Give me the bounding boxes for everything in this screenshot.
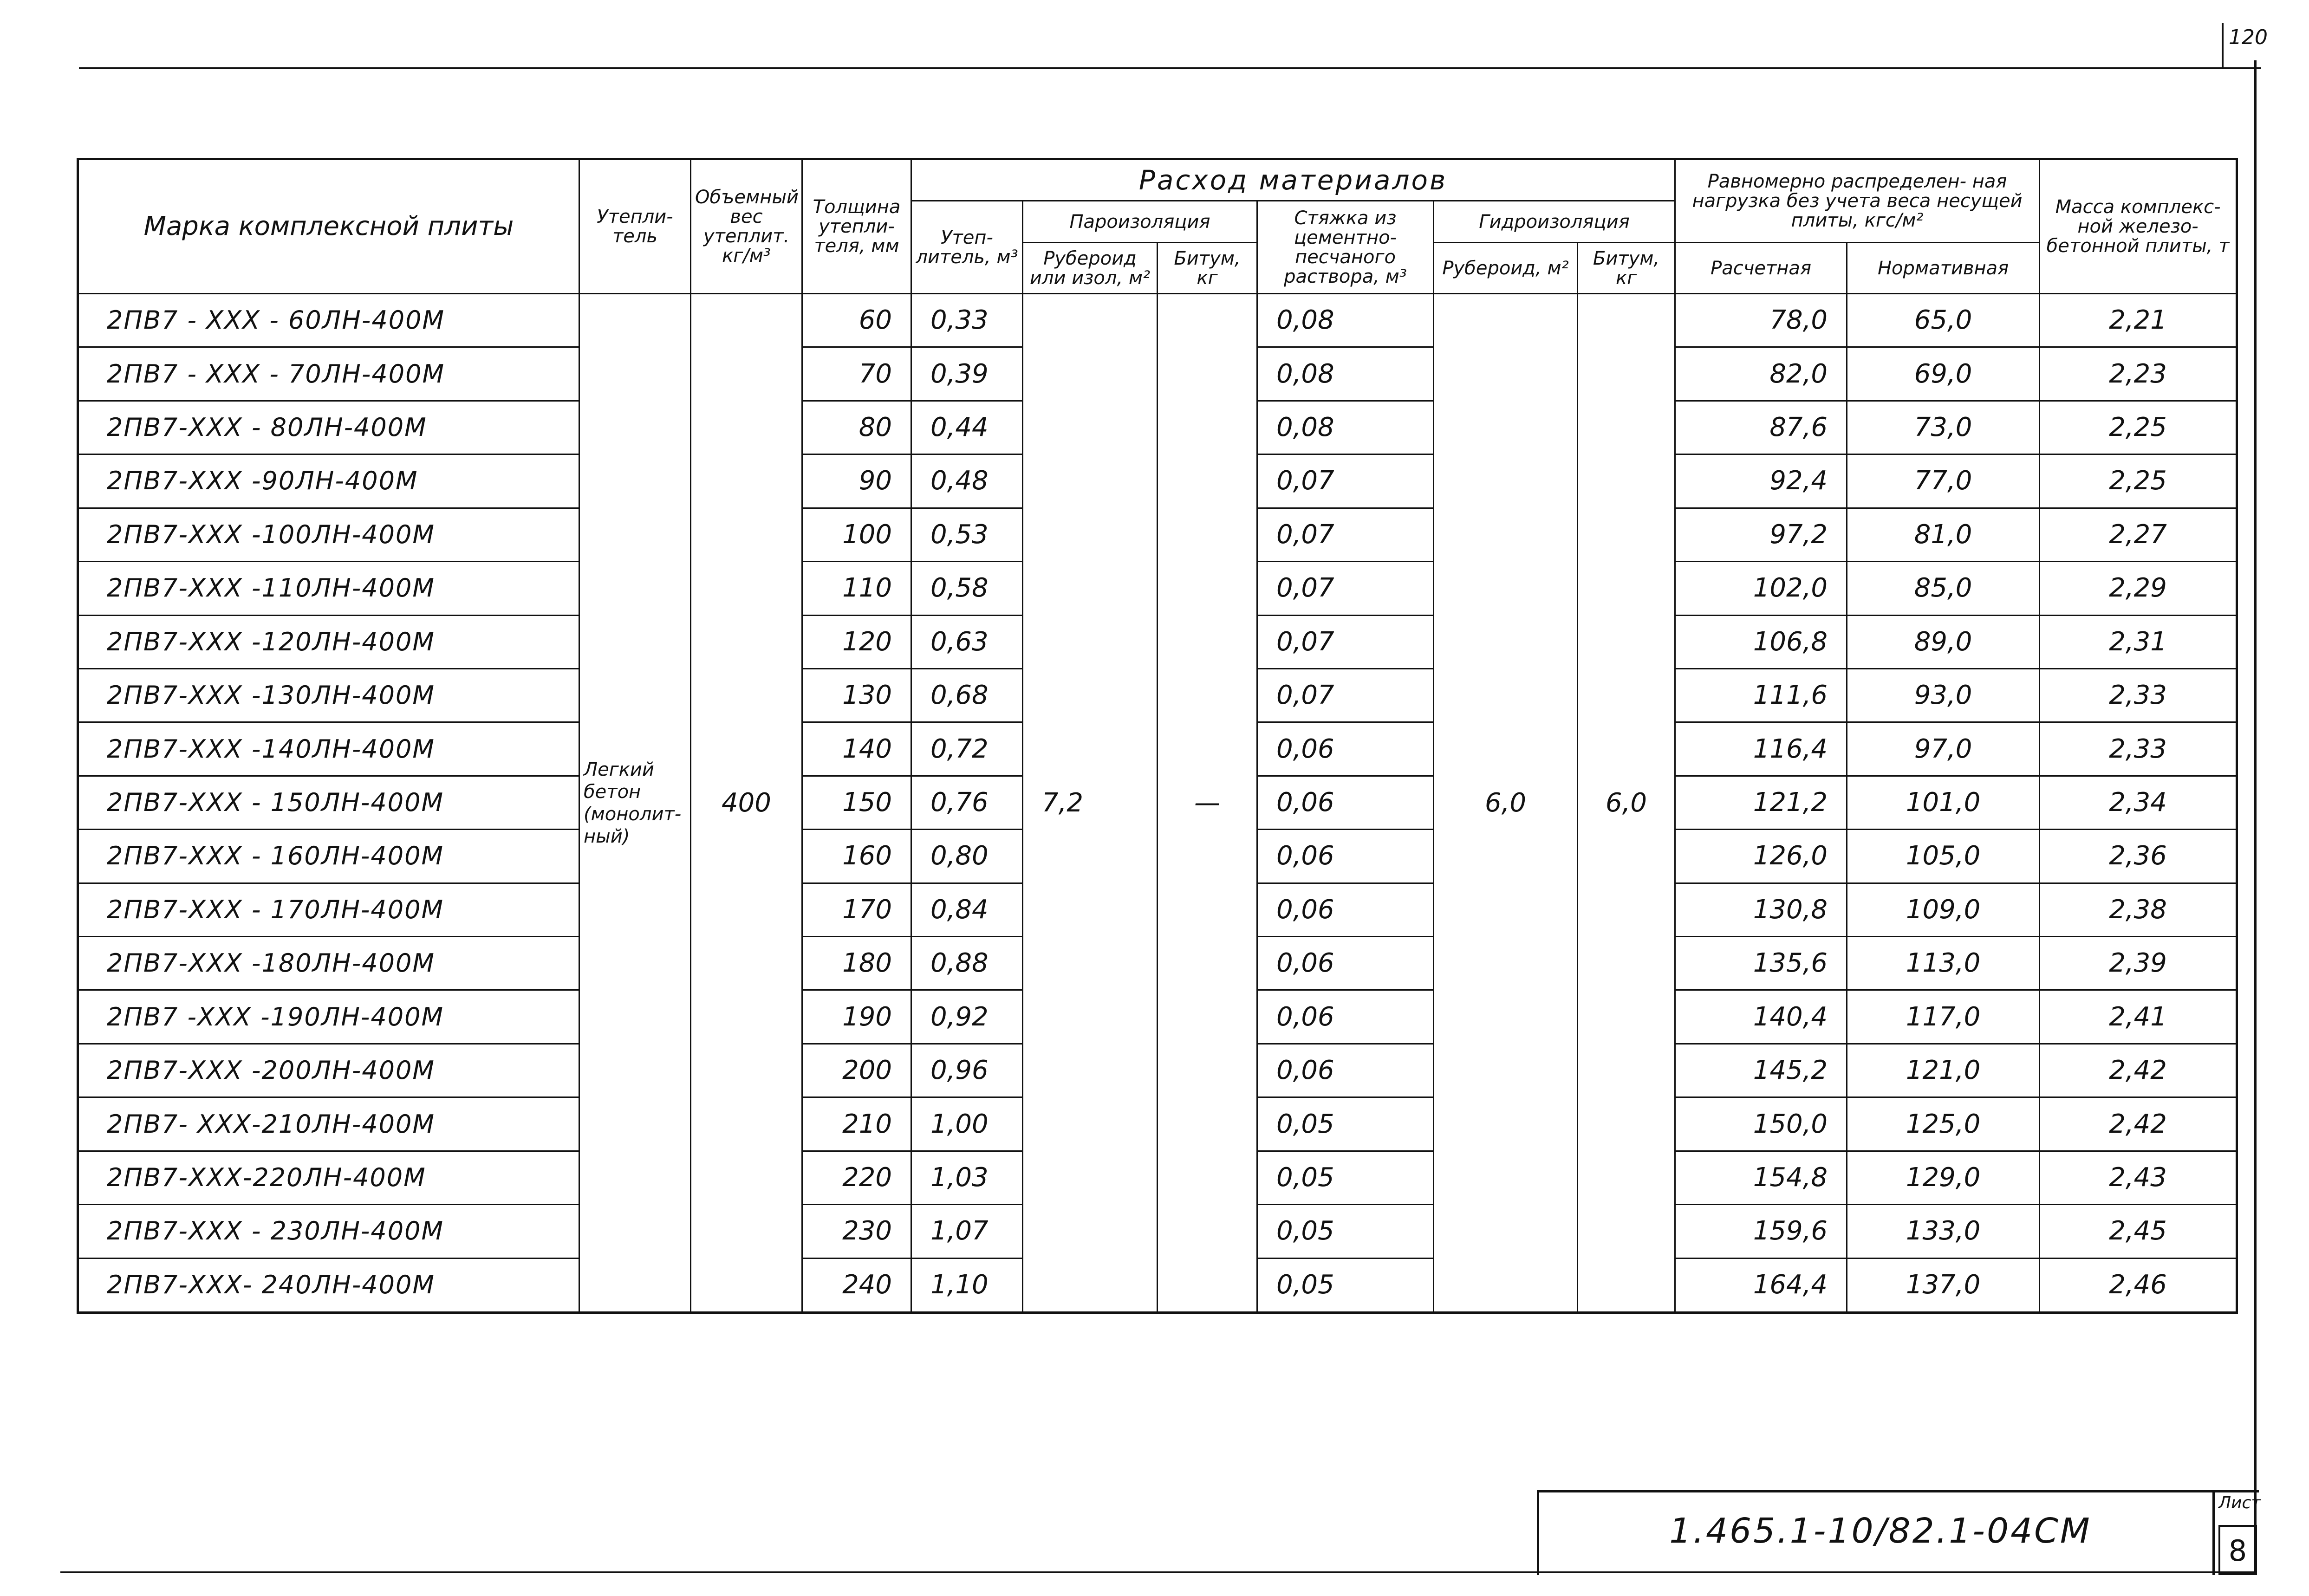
raschetnaya-cell: 82,0 xyxy=(1675,347,1847,401)
styazhka-cell: 0,08 xyxy=(1257,294,1434,347)
massa-cell: 2,42 xyxy=(2040,1044,2237,1097)
tolshchina-cell: 140 xyxy=(802,722,911,776)
ob-ves-cell: 400 xyxy=(691,294,802,1313)
raschetnaya-cell: 164,4 xyxy=(1675,1258,1847,1312)
tolshchina-cell: 220 xyxy=(802,1151,911,1204)
normativnaya-cell: 93,0 xyxy=(1847,668,2040,722)
uteplitel-volume-cell: 0,68 xyxy=(911,668,1023,722)
header-marka: Марка комплексной плиты xyxy=(78,159,579,294)
table-body xyxy=(78,294,2237,1313)
raschetnaya-cell: 140,4 xyxy=(1675,990,1847,1044)
uteplitel-cell: Легкий бетон (монолит- ный) xyxy=(579,294,691,1313)
uteplitel-volume-cell: 0,80 xyxy=(911,830,1023,883)
uteplitel-volume-cell: 0,58 xyxy=(911,562,1023,615)
raschetnaya-cell: 130,8 xyxy=(1675,883,1847,936)
uteplitel-volume-cell: 0,44 xyxy=(911,401,1023,454)
marka-cell: 2ПВ7-ХХХ -130ЛН-400М xyxy=(78,668,579,722)
tolshchina-cell: 70 xyxy=(802,347,911,401)
styazhka-cell: 0,05 xyxy=(1257,1258,1434,1312)
uteplitel-volume-cell: 0,96 xyxy=(911,1044,1023,1097)
uteplitel-volume-cell: 1,03 xyxy=(911,1151,1023,1204)
uteplitel-volume-cell: 0,48 xyxy=(911,454,1023,508)
gidro-bitum-cell: 6,0 xyxy=(1578,294,1675,1313)
tolshchina-cell: 120 xyxy=(802,615,911,668)
paroizol-bitum-cell: — xyxy=(1158,294,1257,1313)
styazhka-cell: 0,06 xyxy=(1257,990,1434,1044)
raschetnaya-cell: 159,6 xyxy=(1675,1205,1847,1258)
massa-cell: 2,25 xyxy=(2040,401,2237,454)
marka-cell: 2ПВ7-ХХХ -100ЛН-400М xyxy=(78,508,579,561)
marka-cell: 2ПВ7-ХХХ -90ЛН-400М xyxy=(78,454,579,508)
uteplitel-volume-cell: 1,00 xyxy=(911,1097,1023,1151)
marka-cell: 2ПВ7-ХХХ -180ЛН-400М xyxy=(78,937,579,990)
sheet-box xyxy=(2212,1490,2259,1575)
styazhka-cell: 0,06 xyxy=(1257,776,1434,829)
normativnaya-cell: 73,0 xyxy=(1847,401,2040,454)
header-gidroizol: Гидроизоляция xyxy=(1434,201,1675,243)
massa-cell: 2,23 xyxy=(2040,347,2237,401)
header-raskhod-uteplitel: Утеп- литель, м³ xyxy=(911,201,1023,294)
tolshchina-cell: 230 xyxy=(802,1205,911,1258)
right-frame-line xyxy=(2254,60,2257,1574)
marka-cell: 2ПВ7-ХХХ - 150ЛН-400М xyxy=(78,776,579,829)
marka-cell: 2ПВ7 - ХХХ - 60ЛН-400М xyxy=(78,294,579,347)
massa-cell: 2,38 xyxy=(2040,883,2237,936)
header-styazhka: Стяжка из цементно- песчаного раствора, м³ xyxy=(1257,201,1434,294)
uteplitel-volume-cell: 0,76 xyxy=(911,776,1023,829)
page-num-divider xyxy=(2222,23,2224,67)
uteplitel-volume-cell: 1,07 xyxy=(911,1205,1023,1258)
massa-cell: 2,45 xyxy=(2040,1205,2237,1258)
styazhka-cell: 0,07 xyxy=(1257,615,1434,668)
header-gidro-ruberoid: Рубероид, м² xyxy=(1434,243,1578,294)
marka-cell: 2ПВ7-ХХХ - 160ЛН-400М xyxy=(78,830,579,883)
normativnaya-cell: 133,0 xyxy=(1847,1205,2040,1258)
tolshchina-cell: 130 xyxy=(802,668,911,722)
uteplitel-volume-cell: 0,53 xyxy=(911,508,1023,561)
header-uteplitel: Утепли- тель xyxy=(579,159,691,294)
header-gidro-bitum: Битум, кг xyxy=(1578,243,1675,294)
raschetnaya-cell: 92,4 xyxy=(1675,454,1847,508)
massa-cell: 2,33 xyxy=(2040,722,2237,776)
styazhka-cell: 0,06 xyxy=(1257,830,1434,883)
raschetnaya-cell: 150,0 xyxy=(1675,1097,1847,1151)
normativnaya-cell: 89,0 xyxy=(1847,615,2040,668)
raschetnaya-cell: 111,6 xyxy=(1675,668,1847,722)
tolshchina-cell: 240 xyxy=(802,1258,911,1312)
uteplitel-volume-cell: 0,72 xyxy=(911,722,1023,776)
header-ob-ves: Объемный вес утеплит. кг/м³ xyxy=(691,159,802,294)
tolshchina-cell: 100 xyxy=(802,508,911,561)
styazhka-cell: 0,07 xyxy=(1257,454,1434,508)
uteplitel-volume-cell: 1,10 xyxy=(911,1258,1023,1312)
massa-cell: 2,31 xyxy=(2040,615,2237,668)
tolshchina-cell: 150 xyxy=(802,776,911,829)
normativnaya-cell: 97,0 xyxy=(1847,722,2040,776)
styazhka-cell: 0,06 xyxy=(1257,937,1434,990)
header-massa: Масса комплекс- ной железо- бетонной плиты, т xyxy=(2040,159,2237,294)
normativnaya-cell: 109,0 xyxy=(1847,883,2040,936)
tolshchina-cell: 160 xyxy=(802,830,911,883)
tolshchina-cell: 180 xyxy=(802,937,911,990)
header-tolshchina: Толщина утепли- теля, мм xyxy=(802,159,911,294)
tolshchina-cell: 200 xyxy=(802,1044,911,1097)
marka-cell: 2ПВ7-ХХХ -110ЛН-400М xyxy=(78,562,579,615)
normativnaya-cell: 105,0 xyxy=(1847,830,2040,883)
tolshchina-cell: 170 xyxy=(802,883,911,936)
styazhka-cell: 0,05 xyxy=(1257,1097,1434,1151)
normativnaya-cell: 77,0 xyxy=(1847,454,2040,508)
page-number: 120 xyxy=(2229,26,2268,49)
raschetnaya-cell: 87,6 xyxy=(1675,401,1847,454)
raschetnaya-cell: 135,6 xyxy=(1675,937,1847,990)
normativnaya-cell: 121,0 xyxy=(1847,1044,2040,1097)
styazhka-cell: 0,05 xyxy=(1257,1151,1434,1204)
tolshchina-cell: 190 xyxy=(802,990,911,1044)
marka-cell: 2ПВ7 - ХХХ - 70ЛН-400М xyxy=(78,347,579,401)
styazhka-cell: 0,08 xyxy=(1257,401,1434,454)
styazhka-cell: 0,07 xyxy=(1257,668,1434,722)
massa-cell: 2,27 xyxy=(2040,508,2237,561)
header-raskhod: Расход материалов xyxy=(911,159,1675,201)
table-row xyxy=(78,294,2237,347)
marka-cell: 2ПВ7-ХХХ -140ЛН-400М xyxy=(78,722,579,776)
uteplitel-volume-cell: 0,88 xyxy=(911,937,1023,990)
raschetnaya-cell: 78,0 xyxy=(1675,294,1847,347)
marka-cell: 2ПВ7-ХХХ-220ЛН-400М xyxy=(78,1151,579,1204)
raschetnaya-cell: 97,2 xyxy=(1675,508,1847,561)
sheet-number-box xyxy=(2218,1525,2257,1575)
styazhka-cell: 0,06 xyxy=(1257,883,1434,936)
normativnaya-cell: 113,0 xyxy=(1847,937,2040,990)
massa-cell: 2,39 xyxy=(2040,937,2237,990)
massa-cell: 2,33 xyxy=(2040,668,2237,722)
normativnaya-cell: 125,0 xyxy=(1847,1097,2040,1151)
normativnaya-cell: 137,0 xyxy=(1847,1258,2040,1312)
raschetnaya-cell: 145,2 xyxy=(1675,1044,1847,1097)
uteplitel-volume-cell: 0,84 xyxy=(911,883,1023,936)
marka-cell: 2ПВ7- ХХХ-210ЛН-400М xyxy=(78,1097,579,1151)
normativnaya-cell: 65,0 xyxy=(1847,294,2040,347)
raschetnaya-cell: 154,8 xyxy=(1675,1151,1847,1204)
sheet-number: 8 xyxy=(2228,1534,2247,1568)
massa-cell: 2,34 xyxy=(2040,776,2237,829)
document-code: 1.465.1-10/82.1-04СМ xyxy=(1669,1511,2092,1551)
massa-cell: 2,21 xyxy=(2040,294,2237,347)
tolshchina-cell: 80 xyxy=(802,401,911,454)
normativnaya-cell: 101,0 xyxy=(1847,776,2040,829)
header-paroizol-ruberoid: Рубероид или изол, м² xyxy=(1023,243,1158,294)
styazhka-cell: 0,06 xyxy=(1257,722,1434,776)
massa-cell: 2,42 xyxy=(2040,1097,2237,1151)
tolshchina-cell: 90 xyxy=(802,454,911,508)
paroizol-ruberoid-cell: 7,2 xyxy=(1023,294,1158,1313)
normativnaya-cell: 69,0 xyxy=(1847,347,2040,401)
marka-cell: 2ПВ7-ХХХ - 230ЛН-400М xyxy=(78,1205,579,1258)
normativnaya-cell: 117,0 xyxy=(1847,990,2040,1044)
uteplitel-volume-cell: 0,39 xyxy=(911,347,1023,401)
massa-cell: 2,46 xyxy=(2040,1258,2237,1312)
marka-cell: 2ПВ7-ХХХ - 170ЛН-400М xyxy=(78,883,579,936)
raschetnaya-cell: 126,0 xyxy=(1675,830,1847,883)
marka-cell: 2ПВ7-ХХХ -120ЛН-400М xyxy=(78,615,579,668)
raschetnaya-cell: 121,2 xyxy=(1675,776,1847,829)
marka-cell: 2ПВ7-ХХХ - 80ЛН-400М xyxy=(78,401,579,454)
marka-cell: 2ПВ7-ХХХ- 240ЛН-400М xyxy=(78,1258,579,1312)
massa-cell: 2,25 xyxy=(2040,454,2237,508)
tolshchina-cell: 60 xyxy=(802,294,911,347)
header-paroizol-bitum: Битум, кг xyxy=(1158,243,1257,294)
materials-table xyxy=(77,158,2238,1314)
massa-cell: 2,43 xyxy=(2040,1151,2237,1204)
styazhka-cell: 0,05 xyxy=(1257,1205,1434,1258)
table-header xyxy=(78,159,2237,294)
marka-cell: 2ПВ7 -ХХХ -190ЛН-400М xyxy=(78,990,579,1044)
styazhka-cell: 0,08 xyxy=(1257,347,1434,401)
sheet-label: Лист xyxy=(2218,1493,2261,1512)
header-normativnaya: Нормативная xyxy=(1847,243,2040,294)
raschetnaya-cell: 102,0 xyxy=(1675,562,1847,615)
massa-cell: 2,36 xyxy=(2040,830,2237,883)
uteplitel-volume-cell: 0,92 xyxy=(911,990,1023,1044)
styazhka-cell: 0,06 xyxy=(1257,1044,1434,1097)
normativnaya-cell: 85,0 xyxy=(1847,562,2040,615)
normativnaya-cell: 129,0 xyxy=(1847,1151,2040,1204)
uteplitel-volume-cell: 0,33 xyxy=(911,294,1023,347)
massa-cell: 2,41 xyxy=(2040,990,2237,1044)
title-block xyxy=(1537,1490,2222,1575)
normativnaya-cell: 81,0 xyxy=(1847,508,2040,561)
header-paroizol: Пароизоляция xyxy=(1023,201,1257,243)
header-raschetnaya: Расчетная xyxy=(1675,243,1847,294)
massa-cell: 2,29 xyxy=(2040,562,2237,615)
styazhka-cell: 0,07 xyxy=(1257,508,1434,561)
raschetnaya-cell: 116,4 xyxy=(1675,722,1847,776)
raschetnaya-cell: 106,8 xyxy=(1675,615,1847,668)
top-rule xyxy=(79,67,2261,69)
styazhka-cell: 0,07 xyxy=(1257,562,1434,615)
tolshchina-cell: 210 xyxy=(802,1097,911,1151)
marka-cell: 2ПВ7-ХХХ -200ЛН-400М xyxy=(78,1044,579,1097)
gidro-ruberoid-cell: 6,0 xyxy=(1434,294,1578,1313)
uteplitel-volume-cell: 0,63 xyxy=(911,615,1023,668)
tolshchina-cell: 110 xyxy=(802,562,911,615)
header-nagruzka: Равномерно распределен- ная нагрузка без учета веса несущей плиты, кгс/м² xyxy=(1675,159,2040,243)
